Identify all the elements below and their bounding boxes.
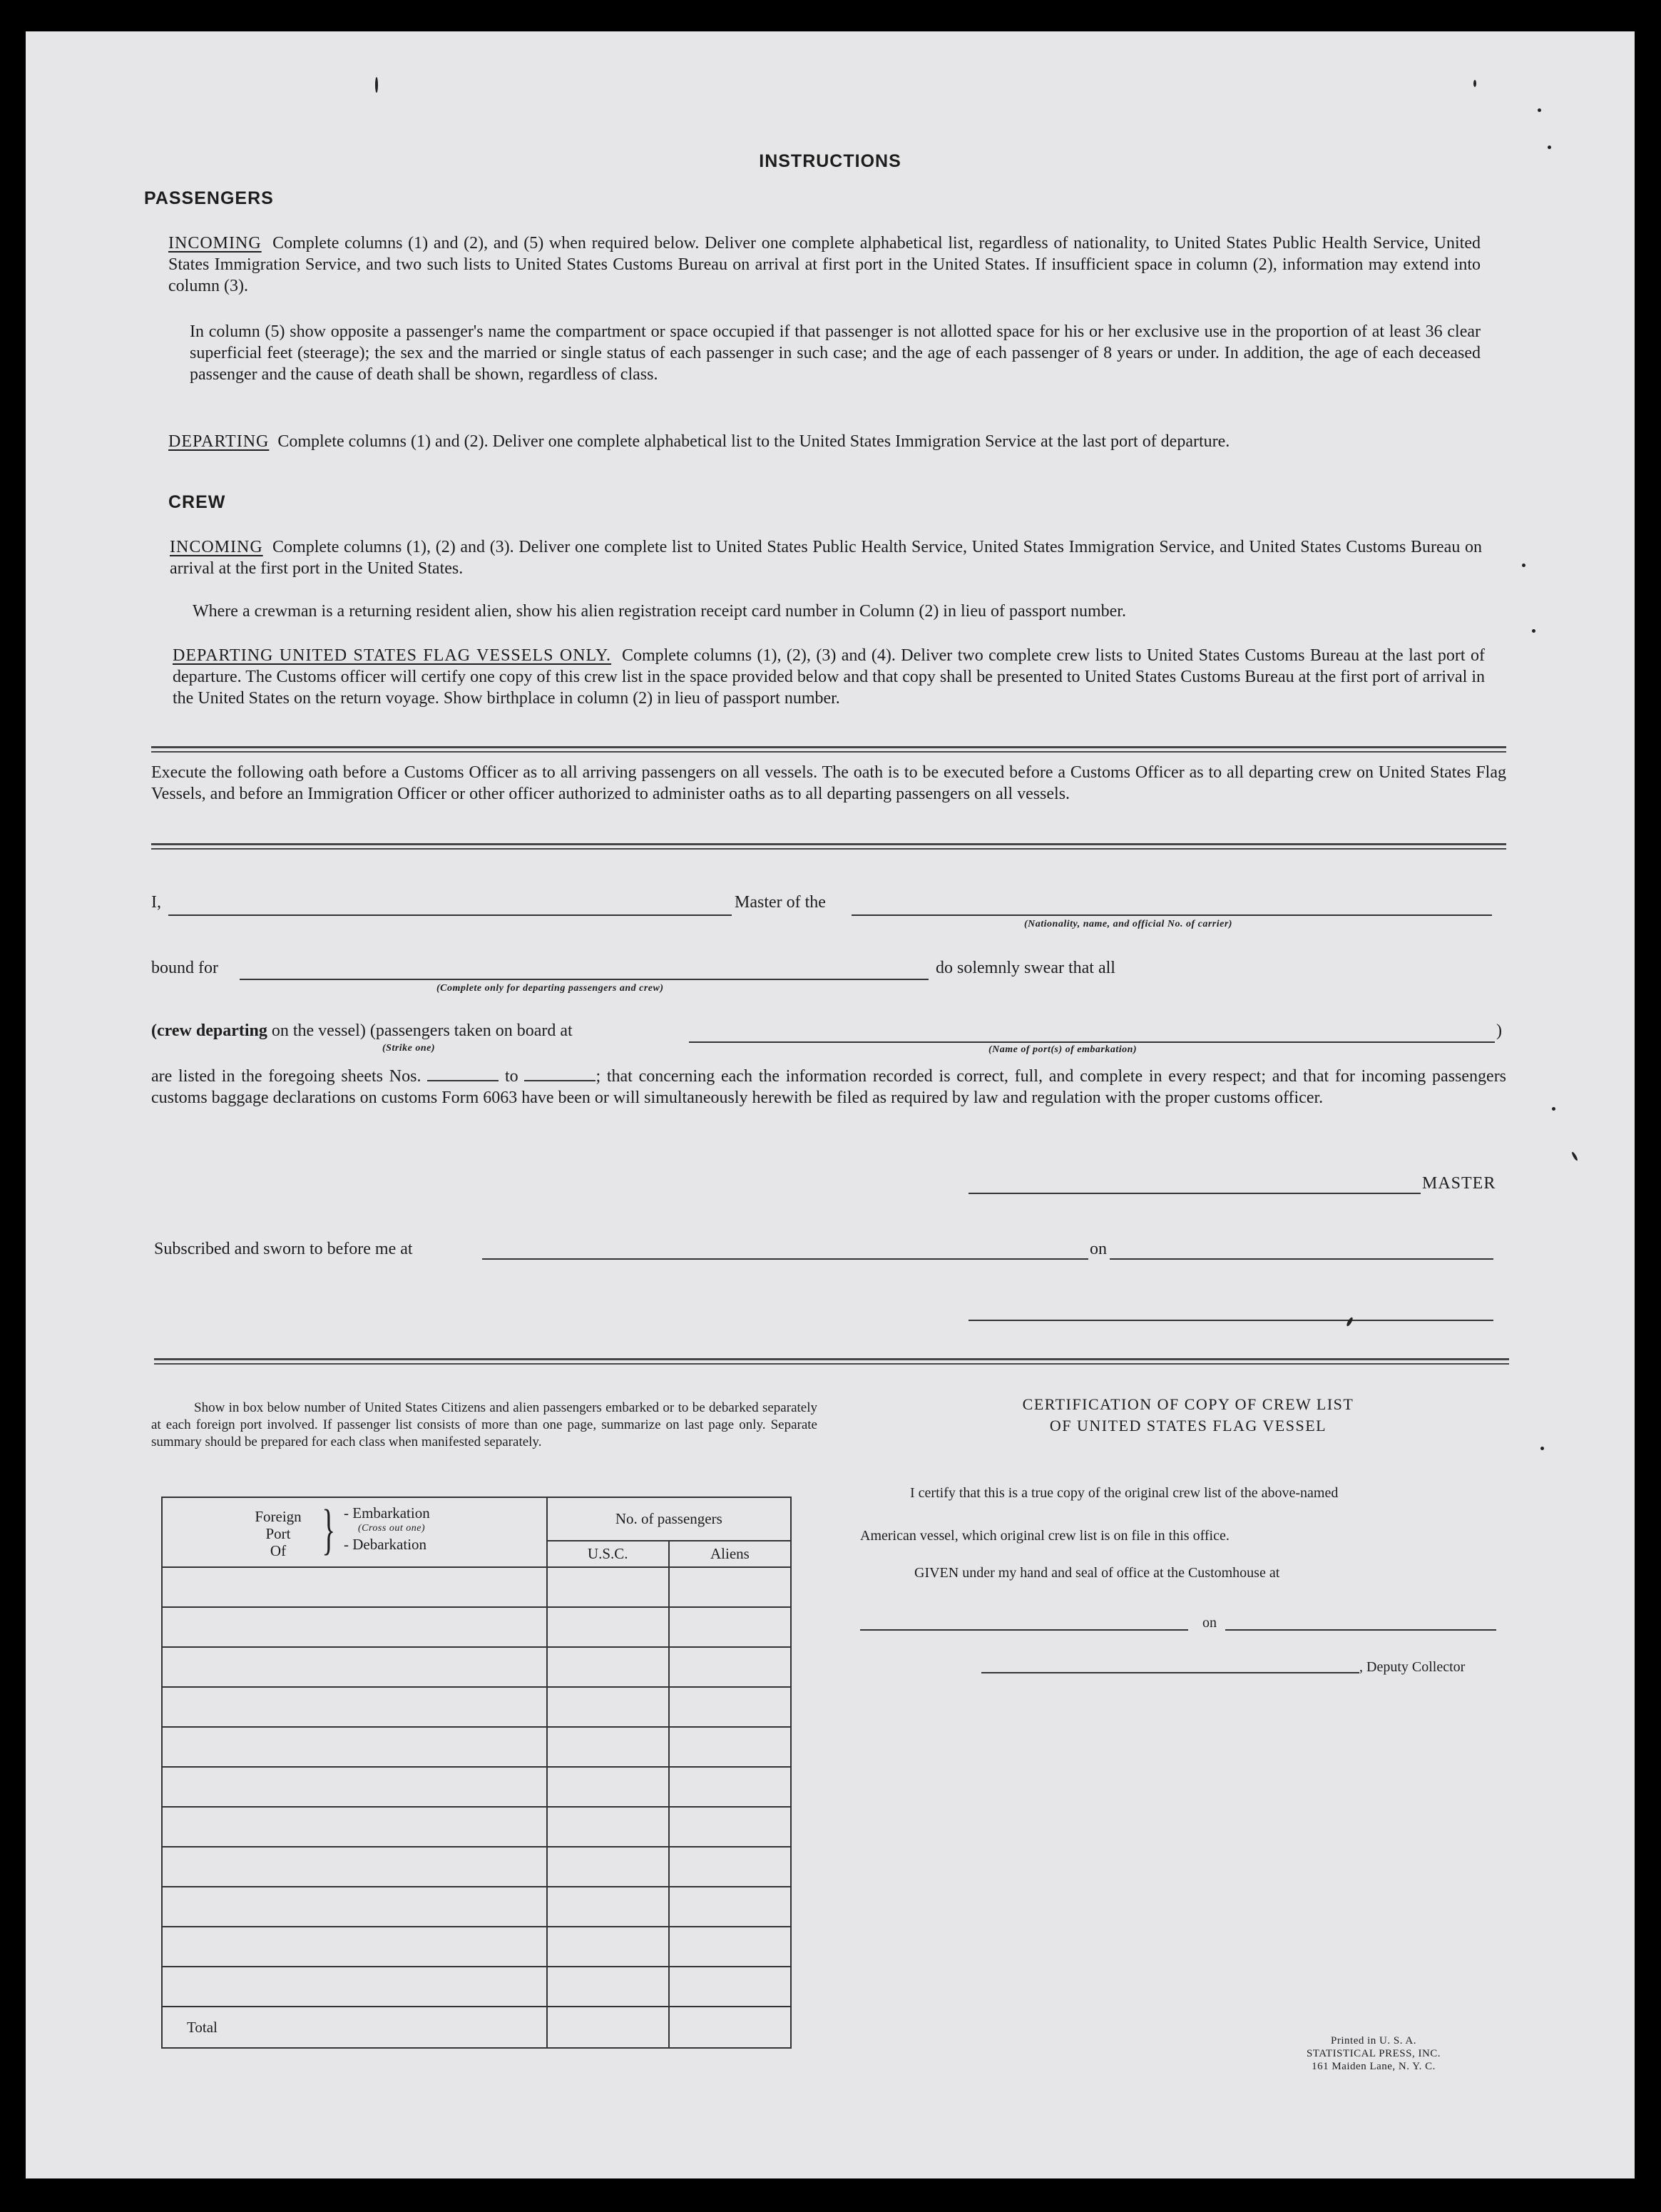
port-row	[162, 1727, 791, 1767]
brace-icon: }	[322, 1498, 336, 1560]
bound-for-hint: (Complete only for departing passengers and crew)	[436, 983, 664, 994]
sheet-from-field[interactable]	[427, 1067, 499, 1081]
port-row	[162, 1567, 791, 1607]
crew-departing-paragraph	[173, 645, 1485, 709]
column5-paragraph: In column (5) show opposite a passenger's name the compartment or space occupied if that passenger is not allotted space for his or her exclusive use in the proportion of at least 36 clear superficial feet (steerage); the sex and the married or single status of each passenger in such case; and the age of each passenger of 8 years or under. In addition, the age of each deceased passenger and the cause of death shall be shown, regardless of class.	[190, 322, 1481, 384]
total-aliens-cell[interactable]	[669, 2007, 791, 2048]
sheet-to-field[interactable]	[524, 1067, 596, 1081]
scan-mark	[1540, 1447, 1544, 1450]
oath-divider	[151, 843, 1506, 850]
port-cell[interactable]	[162, 1567, 547, 1607]
aliens-cell[interactable]	[669, 1687, 791, 1727]
listed-text-a: are listed in the foregoing sheets Nos.	[151, 1067, 421, 1086]
listed-paragraph	[151, 1066, 1506, 1108]
crew-heading: CREW	[168, 492, 226, 512]
port-cell[interactable]	[162, 1927, 547, 1967]
scan-mark	[375, 77, 378, 93]
printer-line2: STATISTICAL PRESS, INC.	[1306, 2048, 1441, 2059]
sworn-date-field[interactable]	[1110, 1258, 1493, 1260]
master-of-the-label: Master of the	[735, 893, 826, 912]
scan-mark	[1548, 146, 1551, 149]
cross-out-hint: (Cross out one)	[358, 1523, 426, 1534]
total-usc-cell[interactable]	[547, 2007, 669, 2048]
passengers-departing-paragraph	[168, 431, 1481, 452]
crew-incoming-text: Complete columns (1), (2) and (3). Deliver one complete list to United States Public Health Service, United States Immigration Service, and United States Customs Bureau on arrival at the first port in the United States.	[170, 538, 1482, 578]
crew-departing-label: DEPARTING UNITED STATES FLAG VESSELS ONLY.	[173, 646, 612, 665]
port-cell[interactable]	[162, 1767, 547, 1807]
embarkation-label: - Embarkation	[344, 1504, 430, 1522]
printer-imprint	[1281, 2034, 1466, 2073]
bound-for-label: bound for	[151, 959, 218, 977]
certification-title-line2: OF UNITED STATES FLAG VESSEL	[1049, 1417, 1327, 1434]
port-row	[162, 1647, 791, 1687]
usc-cell[interactable]	[547, 1927, 669, 1967]
port-cell[interactable]	[162, 1967, 547, 2007]
passengers-heading: PASSENGERS	[144, 188, 274, 208]
cert-on-label: on	[1202, 1615, 1217, 1631]
lower-divider	[154, 1358, 1509, 1365]
sworn-on-label: on	[1090, 1240, 1107, 1258]
printer-line1: Printed in U. S. A.	[1331, 2035, 1416, 2047]
port-row	[162, 1967, 791, 2007]
aliens-cell[interactable]	[669, 1607, 791, 1647]
port-row	[162, 1847, 791, 1887]
ports-summary-table	[161, 1497, 792, 2049]
certification-title	[832, 1394, 1545, 1437]
of-label: Of	[270, 1542, 287, 1559]
passengers-departing-label: DEPARTING	[168, 432, 270, 451]
listed-to: to	[505, 1067, 518, 1086]
aliens-cell[interactable]	[669, 1807, 791, 1847]
usc-cell[interactable]	[547, 1647, 669, 1687]
aliens-cell[interactable]	[669, 1727, 791, 1767]
usc-cell[interactable]	[547, 1767, 669, 1807]
usc-cell[interactable]	[547, 1807, 669, 1847]
port-cell[interactable]	[162, 1607, 547, 1647]
bound-for-field[interactable]	[240, 979, 929, 980]
aliens-cell[interactable]	[669, 1927, 791, 1967]
port-row	[162, 1607, 791, 1647]
no-passengers-header: No. of passengers	[547, 1497, 791, 1541]
scan-mark	[1532, 629, 1535, 633]
foreign-port-header	[162, 1497, 547, 1567]
master-signature-field[interactable]	[969, 1193, 1421, 1194]
usc-cell[interactable]	[547, 1607, 669, 1647]
aliens-cell[interactable]	[669, 1767, 791, 1807]
aliens-cell[interactable]	[669, 1847, 791, 1887]
port-row	[162, 1687, 791, 1727]
customhouse-field[interactable]	[860, 1629, 1188, 1631]
aliens-cell[interactable]	[669, 1567, 791, 1607]
summary-instruction: Show in box below number of United States Citizens and alien passengers embarked or to be debarked separately at each foreign port involved. If passenger list consists of more than one page, summarize on last page only. Separate summary should be prepared for each class when manifested separately.	[151, 1400, 817, 1449]
debarkation-label: - Debarkation	[344, 1536, 427, 1553]
usc-cell[interactable]	[547, 1887, 669, 1927]
crew-departing-text: Complete columns (1), (2), (3) and (4). Deliver two complete crew lists to United States Customs Bureau at the last port of departure. The Customs officer will certify one copy of this crew list in the space provided below and that copy shall be presented to United States Customs Bureau at the first port of arrival in the United States on the return voyage. Show birthplace in column (2) in lieu of passport number.	[173, 646, 1485, 708]
port-cell[interactable]	[162, 1727, 547, 1767]
certify-text-b: American vessel, which original crew list is on file in this office.	[860, 1528, 1230, 1544]
usc-cell[interactable]	[547, 1687, 669, 1727]
officer-signature-field[interactable]	[969, 1320, 1493, 1321]
given-text: GIVEN under my hand and seal of office at the Customhouse at	[914, 1565, 1280, 1581]
aliens-cell[interactable]	[669, 1967, 791, 2007]
port-cell[interactable]	[162, 1847, 547, 1887]
port-cell[interactable]	[162, 1807, 547, 1847]
crew-departing-lead: (crew departing	[151, 1021, 267, 1040]
deputy-collector-label: , Deputy Collector	[1359, 1659, 1466, 1675]
scan-mark	[1522, 564, 1525, 567]
port-row	[162, 1767, 791, 1807]
crew-incoming-label: INCOMING	[170, 538, 263, 556]
usc-cell[interactable]	[547, 1847, 669, 1887]
passengers-departing-text: Complete columns (1) and (2). Deliver one complete alphabetical list to the United States Immigration Service at the last port of departure.	[277, 432, 1230, 451]
oath-intro: Execute the following oath before a Customs Officer as to all arriving passengers on all vessels. The oath is to be executed before a Customs Officer as to all departing crew on United States Flag Vessels, and before an Immigration Officer or other officer authorized to administer oaths as to all departing passengers on all vessels.	[151, 763, 1506, 803]
usc-cell[interactable]	[547, 1967, 669, 2007]
port-row	[162, 1887, 791, 1927]
printer-line3: 161 Maiden Lane, N. Y. C.	[1312, 2061, 1436, 2072]
scan-mark	[1346, 1317, 1354, 1327]
master-label: MASTER	[1422, 1174, 1496, 1193]
scan-mark	[1538, 108, 1541, 112]
close-paren: )	[1496, 1021, 1502, 1040]
port-cell[interactable]	[162, 1647, 547, 1687]
usc-header: U.S.C.	[547, 1541, 669, 1567]
carrier-field[interactable]	[852, 914, 1492, 916]
port-row	[162, 1927, 791, 1967]
nationality-hint: (Nationality, name, and official No. of carrier)	[1024, 919, 1232, 929]
embarkation-hint: (Name of port(s) of embarkation)	[988, 1044, 1138, 1055]
section-divider	[151, 746, 1506, 753]
passengers-incoming-label: INCOMING	[168, 234, 262, 253]
crew-departing-rest: on the vessel) (passengers taken on board at	[267, 1021, 573, 1040]
aliens-header: Aliens	[669, 1541, 791, 1567]
scan-mark	[1473, 80, 1476, 87]
port-row	[162, 1807, 791, 1847]
port-cell[interactable]	[162, 1887, 547, 1927]
passengers-incoming-paragraph	[168, 233, 1481, 297]
cert-date-field[interactable]	[1225, 1629, 1496, 1631]
passengers-incoming-text: Complete columns (1) and (2), and (5) when required below. Deliver one complete alphabetical list, regardless of nationality, to United States Public Health Service, United States Immigration Service, and two such lists to United States Customs Bureau on arrival at first port in the United States. If insufficient space in column (2), information may extend into column (3).	[168, 234, 1481, 295]
i-label: I,	[151, 893, 161, 912]
instructions-title: INSTRUCTIONS	[759, 151, 901, 171]
port-cell[interactable]	[162, 1687, 547, 1727]
aliens-cell[interactable]	[669, 1887, 791, 1927]
scan-mark	[1571, 1151, 1578, 1161]
scan-mark	[1552, 1107, 1555, 1111]
master-name-field[interactable]	[168, 914, 732, 916]
deputy-signature-field[interactable]	[981, 1672, 1359, 1673]
listed-text-b: ; that concerning each the information recorded is correct, full, and complete in every respect; and that for incoming passengers customs baggage declarations on customs Form 6063 have been or will simultaneously herewith be filed as required by law and regulation with the proper customs officer.	[151, 1067, 1507, 1107]
crew-departing-line	[151, 1021, 573, 1041]
usc-cell[interactable]	[547, 1727, 669, 1767]
foreign-label: Foreign	[255, 1508, 302, 1525]
usc-cell[interactable]	[547, 1567, 669, 1607]
crew-resident-paragraph: Where a crewman is a returning resident alien, show his alien registration receipt card number in Column (2) in lieu of passport number.	[193, 602, 1126, 621]
subscribed-label: Subscribed and sworn to before me at	[154, 1240, 413, 1258]
total-label: Total	[162, 2007, 547, 2048]
certification-title-line1: CERTIFICATION OF COPY OF CREW LIST	[1022, 1395, 1354, 1413]
embarkation-port-field[interactable]	[689, 1041, 1495, 1043]
port-label: Port	[265, 1525, 291, 1542]
strike-one-hint: (Strike one)	[382, 1043, 436, 1054]
crew-incoming-paragraph	[170, 536, 1482, 579]
certify-text-a: I certify that this is a true copy of the original crew list of the above-named	[910, 1485, 1339, 1501]
aliens-cell[interactable]	[669, 1647, 791, 1687]
form-page	[26, 31, 1635, 2178]
sworn-place-field[interactable]	[482, 1258, 1088, 1260]
swear-label: do solemnly swear that all	[936, 959, 1115, 977]
